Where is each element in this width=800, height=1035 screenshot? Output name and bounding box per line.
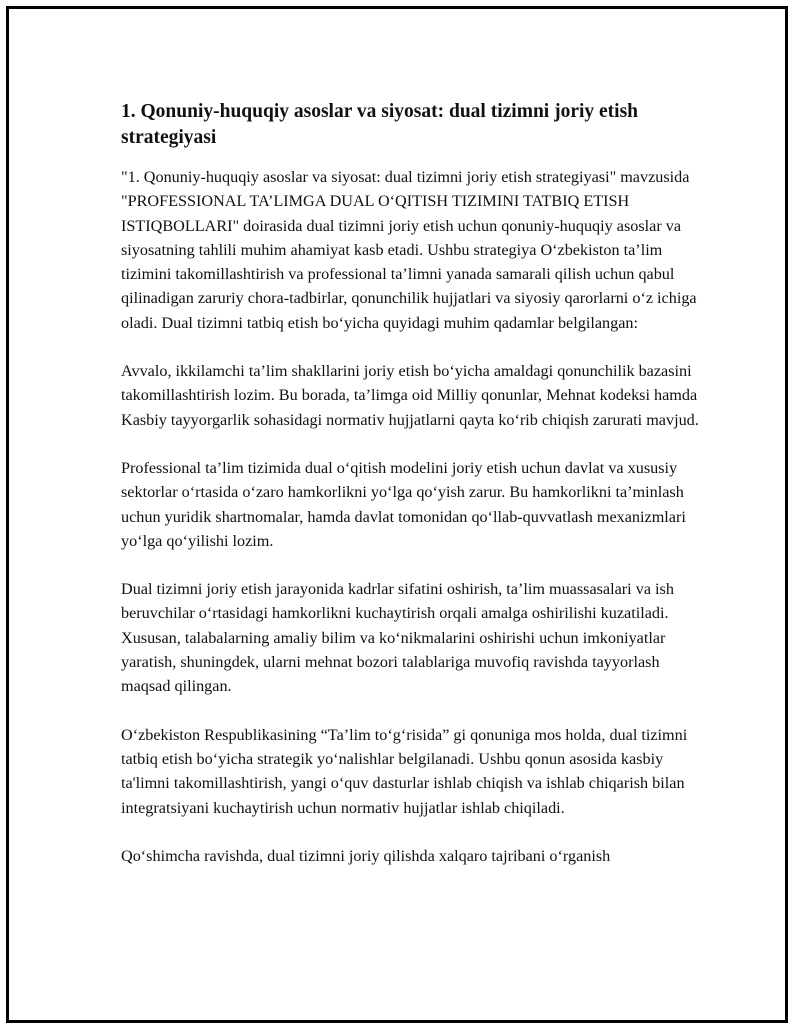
paragraph-personnel-quality: Dual tizimni joriy etish jarayonida kadrlar sifatini oshirish, ta’lim muassasalari va ish beruvchilar o‘rtasidagi hamkorlikni kuchaytirish orqali amalga oshirilishi kuzatiladi. Xususan, talabalarning amaliy bilim va ko‘nikmalarini oshirishi uchun imkoniyatlar yaratish, shuningdek, ularni mehnat bozori talablariga muvofiq ravishda tayyorlash maqsad qilingan. <box>121 580 674 696</box>
paragraph-partnership: Professional ta’lim tizimida dual o‘qitish modelini joriy etish uchun davlat va xususiy sektorlar o‘rtasida o‘zaro hamkorlikni yo‘lga qo‘yish zarur. Bu hamkorlikni ta’minlash uchun yuridik shartnomalar, hamda davlat tomonidan qo‘llab-quvvatlash mexanizmlari yo‘lga qo‘yilishi lozim. <box>121 458 686 550</box>
section-heading: 1. Qonuniy-huquqiy asoslar va siyosat: dual tizimni joriy etish strategiyasi <box>121 101 639 148</box>
paragraph-legislation: Avvalo, ikkilamchi ta’lim shakllarini joriy etish bo‘yicha amaldagi qonunchilik bazasini takomillashtirish lozim. Bu borada, ta’limga oid Milliy qonunlar, Mehnat kodeksi hamda Kasbiy tayyorgarlik sohasidagi normativ hujjatlarni qayta ko‘rib chiqish zarurati mavjud. <box>121 362 699 429</box>
paragraph-intro: "1. Qonuniy-huquqiy asoslar va siyosat: dual tizimni joriy etish strategiyasi" mavzusida "PROFESSIONAL TA’LIMGA DUAL O‘QITISH TIZIMINI TATBIQ ETISH ISTIQBOLLARI" doirasida dual tizimni joriy etish uchun qonuniy-huquqiy asoslar va siyosatning tahlili muhim ahamiyat kasb etadi. Ushbu strategiya O‘zbekiston ta’lim tizimini takomillashtirish va professional ta’limni yanada samarali qilish uchun qabul qilinadigan zaruriy chora-tadbirlar, qonunchilik hujjatlari va siyosiy qarorlarni o‘z ichiga oladi. Dual tizimni tatbiq etish bo‘yicha quyidagi muhim qadamlar belgilangan: <box>121 168 697 332</box>
document-body <box>121 99 701 892</box>
paragraph-international-experience: Qo‘shimcha ravishda, dual tizimni joriy qilishda xalqaro tajribani o‘rganish <box>121 846 611 865</box>
paragraph-education-law: O‘zbekiston Respublikasining “Ta’lim to‘g‘risida” gi qonuniga mos holda, dual tizimni tatbiq etish bo‘yicha strategik yo‘nalishlar belgilanadi. Ushbu qonun asosida kasbiy ta'limni takomillashtirish, yangi o‘quv dasturlar ishlab chiqish va ishlab chiqarish bilan integratsiyani kuchaytirish uchun normativ hujjatlar ishlab chiqiladi. <box>121 725 688 817</box>
document-page <box>6 6 788 1023</box>
